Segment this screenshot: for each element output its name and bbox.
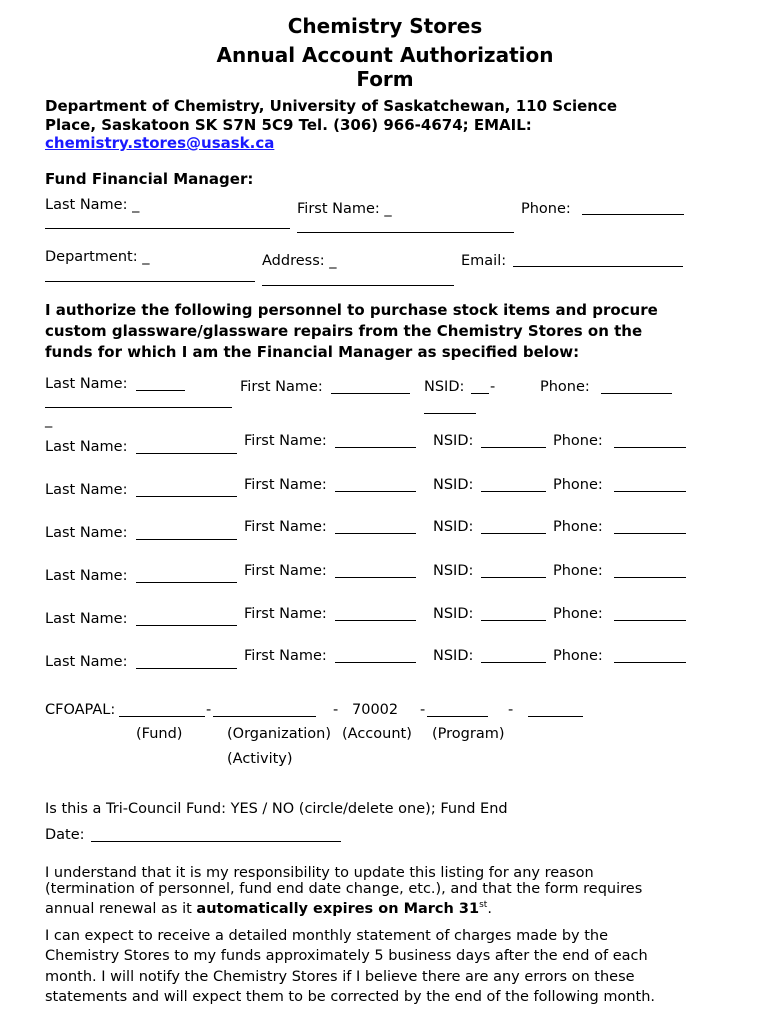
personnel-last-name-label: Last Name: bbox=[45, 568, 128, 584]
personnel-1-last-name-label: Last Name: bbox=[45, 376, 128, 392]
personnel-phone-label: Phone: bbox=[553, 433, 603, 449]
cfoapal-fund-caption: (Fund) bbox=[136, 726, 183, 742]
personnel-phone-label: Phone: bbox=[553, 648, 603, 664]
personnel-phone-field[interactable] bbox=[614, 620, 686, 621]
personnel-nsid-field[interactable] bbox=[481, 533, 546, 534]
personnel-last-name-field[interactable] bbox=[136, 453, 237, 454]
personnel-1-nsid-field[interactable] bbox=[471, 393, 489, 394]
personnel-1-phone-field[interactable] bbox=[601, 393, 672, 394]
manager-last-name-field[interactable] bbox=[45, 228, 290, 229]
personnel-first-name-field[interactable] bbox=[335, 577, 416, 578]
personnel-1-extra-underscore: _ bbox=[45, 412, 53, 428]
responsibility-line-3-end: . bbox=[487, 900, 492, 917]
personnel-last-name-field[interactable] bbox=[136, 625, 237, 626]
personnel-first-name-field[interactable] bbox=[335, 533, 416, 534]
statement-line-4: statements and will expect them to be corrected by the end of the following month. bbox=[45, 989, 656, 1005]
cfoapal-organization-caption: (Organization) bbox=[227, 726, 332, 742]
manager-first-name-label: First Name: _ bbox=[297, 201, 392, 217]
cfoapal-dash-2: - bbox=[333, 702, 339, 718]
personnel-phone-label: Phone: bbox=[553, 606, 603, 622]
personnel-1-last-name-field[interactable] bbox=[136, 390, 185, 391]
cfoapal-program-field[interactable] bbox=[427, 716, 488, 717]
authorize-line-2: custom glassware/glassware repairs from the Chemistry Stores on the bbox=[45, 322, 643, 340]
personnel-1-nsid-label: NSID: bbox=[424, 379, 465, 395]
personnel-phone-label: Phone: bbox=[553, 519, 603, 535]
personnel-last-name-label: Last Name: bbox=[45, 439, 128, 455]
cfoapal-account-value: 70002 bbox=[352, 702, 399, 718]
responsibility-line-3-text: annual renewal as it bbox=[45, 900, 197, 917]
personnel-first-name-label: First Name: bbox=[244, 477, 327, 493]
personnel-nsid-field[interactable] bbox=[481, 577, 546, 578]
personnel-nsid-field[interactable] bbox=[481, 447, 546, 448]
personnel-1-nsid-field-continued[interactable] bbox=[424, 413, 476, 414]
form-title-line-2: Annual Account Authorization bbox=[216, 43, 554, 67]
personnel-1-first-name-field[interactable] bbox=[331, 393, 410, 394]
personnel-nsid-label: NSID: bbox=[433, 433, 474, 449]
cfoapal-program-caption: (Program) bbox=[432, 726, 505, 742]
expiry-notice: automatically expires on March 31 bbox=[196, 900, 480, 917]
personnel-first-name-label: First Name: bbox=[244, 519, 327, 535]
cfoapal-dash-1: - bbox=[206, 702, 212, 718]
manager-last-name-label: Last Name: _ bbox=[45, 197, 140, 213]
manager-email-field[interactable] bbox=[513, 266, 683, 267]
statement-line-3: month. I will notify the Chemistry Stores if I believe there are any errors on these bbox=[45, 969, 635, 985]
personnel-phone-label: Phone: bbox=[553, 477, 603, 493]
personnel-phone-field[interactable] bbox=[614, 662, 686, 663]
cfoapal-activity-caption: (Activity) bbox=[227, 751, 293, 767]
form-title-line-1: Chemistry Stores bbox=[287, 14, 483, 38]
expiry-notice-suffix: st bbox=[479, 900, 488, 910]
personnel-1-first-name-label: First Name: bbox=[240, 379, 323, 395]
personnel-first-name-field[interactable] bbox=[335, 491, 416, 492]
fund-end-date-field[interactable] bbox=[91, 841, 341, 842]
personnel-phone-field[interactable] bbox=[614, 577, 686, 578]
fund-end-date-label: Date: bbox=[45, 827, 85, 843]
personnel-first-name-field[interactable] bbox=[335, 620, 416, 621]
personnel-nsid-label: NSID: bbox=[433, 606, 474, 622]
responsibility-line-3 bbox=[45, 897, 492, 917]
personnel-phone-field[interactable] bbox=[614, 447, 686, 448]
personnel-first-name-label: First Name: bbox=[244, 563, 327, 579]
address-line-1: Department of Chemistry, University of Saskatchewan, 110 Science bbox=[45, 97, 618, 115]
personnel-phone-field[interactable] bbox=[614, 491, 686, 492]
personnel-last-name-label: Last Name: bbox=[45, 611, 128, 627]
personnel-last-name-field[interactable] bbox=[136, 539, 237, 540]
personnel-first-name-label: First Name: bbox=[244, 606, 327, 622]
responsibility-line-1: I understand that it is my responsibility to update this listing for any reason bbox=[45, 865, 594, 881]
personnel-nsid-label: NSID: bbox=[433, 648, 474, 664]
responsibility-line-2: (termination of personnel, fund end date change, etc.), and that the form requires bbox=[45, 881, 643, 897]
statement-line-1: I can expect to receive a detailed monthly statement of charges made by the bbox=[45, 928, 609, 944]
personnel-nsid-label: NSID: bbox=[433, 563, 474, 579]
cfoapal-label: CFOAPAL: bbox=[45, 702, 116, 718]
personnel-nsid-label: NSID: bbox=[433, 477, 474, 493]
personnel-last-name-label: Last Name: bbox=[45, 525, 128, 541]
personnel-last-name-field[interactable] bbox=[136, 582, 237, 583]
manager-address-field[interactable] bbox=[262, 285, 454, 286]
cfoapal-dash-4: - bbox=[508, 702, 514, 718]
manager-department-field[interactable] bbox=[45, 281, 255, 282]
cfoapal-dash-3: - bbox=[420, 702, 426, 718]
personnel-last-name-field[interactable] bbox=[136, 496, 237, 497]
personnel-first-name-label: First Name: bbox=[244, 648, 327, 664]
personnel-phone-field[interactable] bbox=[614, 533, 686, 534]
personnel-nsid-field[interactable] bbox=[481, 491, 546, 492]
personnel-last-name-label: Last Name: bbox=[45, 654, 128, 670]
address-line-2: Place, Saskatoon SK S7N 5C9 Tel. (306) 966-4674; EMAIL: bbox=[45, 116, 532, 134]
cfoapal-account-caption: (Account) bbox=[342, 726, 412, 742]
tricouncil-question: Is this a Tri-Council Fund: YES / NO (circle/delete one); Fund End bbox=[45, 801, 508, 817]
authorize-line-3: funds for which I am the Financial Manager as specified below: bbox=[45, 343, 580, 361]
manager-heading: Fund Financial Manager: bbox=[45, 170, 254, 188]
manager-phone-label: Phone: bbox=[521, 201, 571, 217]
personnel-last-name-label: Last Name: bbox=[45, 482, 128, 498]
statement-line-2: Chemistry Stores to my funds approximately 5 business days after the end of each bbox=[45, 948, 648, 964]
personnel-first-name-label: First Name: bbox=[244, 433, 327, 449]
personnel-first-name-field[interactable] bbox=[335, 447, 416, 448]
personnel-nsid-label: NSID: bbox=[433, 519, 474, 535]
manager-phone-field[interactable] bbox=[582, 214, 684, 215]
cfoapal-fund-field[interactable] bbox=[119, 716, 205, 717]
manager-department-label: Department: _ bbox=[45, 249, 150, 265]
cfoapal-organization-field[interactable] bbox=[213, 716, 316, 717]
email-link[interactable]: chemistry.stores@usask.ca bbox=[45, 134, 275, 152]
personnel-first-name-field[interactable] bbox=[335, 662, 416, 663]
authorize-line-1: I authorize the following personnel to purchase stock items and procure bbox=[45, 301, 658, 319]
cfoapal-activity-field[interactable] bbox=[528, 716, 583, 717]
personnel-last-name-field[interactable] bbox=[136, 668, 237, 669]
personnel-nsid-field[interactable] bbox=[481, 620, 546, 621]
personnel-1-nsid-dash: - bbox=[490, 379, 496, 395]
personnel-1-phone-label: Phone: bbox=[540, 379, 590, 395]
personnel-phone-label: Phone: bbox=[553, 563, 603, 579]
form-title-line-3: Form bbox=[356, 67, 414, 91]
manager-first-name-field[interactable] bbox=[297, 232, 514, 233]
manager-email-label: Email: bbox=[461, 253, 507, 269]
manager-address-label: Address: _ bbox=[262, 253, 337, 269]
personnel-1-last-name-field-continued[interactable] bbox=[45, 407, 232, 408]
personnel-nsid-field[interactable] bbox=[481, 662, 546, 663]
